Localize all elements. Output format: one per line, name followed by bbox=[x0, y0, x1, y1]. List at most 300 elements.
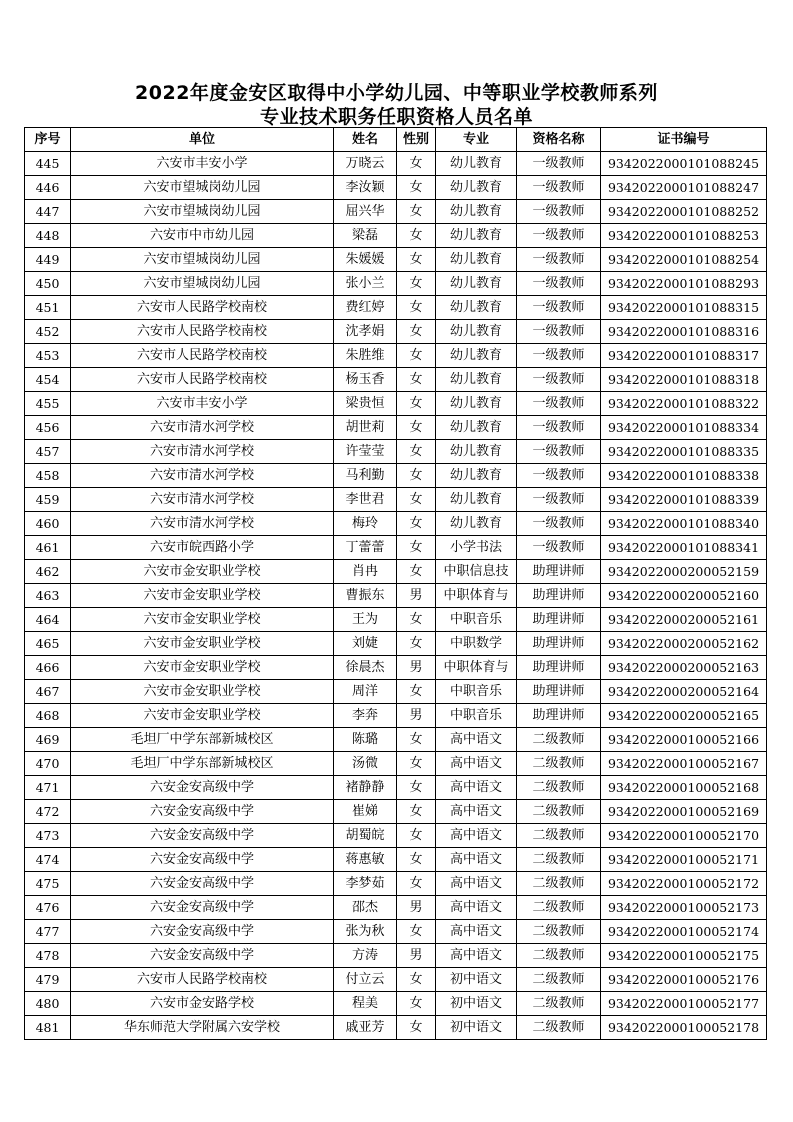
cell-index: 458 bbox=[25, 464, 71, 488]
cell-qualification: 一级教师 bbox=[517, 488, 601, 512]
cell-certificate-no: 9342022000200052161 bbox=[601, 608, 767, 632]
cell-name: 沈孝娟 bbox=[334, 320, 397, 344]
cell-qualification: 助理讲师 bbox=[517, 608, 601, 632]
cell-unit: 六安市清水河学校 bbox=[71, 440, 334, 464]
cell-gender: 男 bbox=[397, 896, 436, 920]
cell-name: 曹振东 bbox=[334, 584, 397, 608]
cell-major: 高中语文 bbox=[436, 872, 517, 896]
cell-name: 张小兰 bbox=[334, 272, 397, 296]
cell-qualification: 二级教师 bbox=[517, 824, 601, 848]
cell-name: 付立云 bbox=[334, 968, 397, 992]
table-row bbox=[25, 296, 767, 320]
cell-name: 许莹莹 bbox=[334, 440, 397, 464]
cell-name: 王为 bbox=[334, 608, 397, 632]
cell-name: 程美 bbox=[334, 992, 397, 1016]
cell-certificate-no: 9342022000200052164 bbox=[601, 680, 767, 704]
cell-index: 450 bbox=[25, 272, 71, 296]
cell-gender: 女 bbox=[397, 560, 436, 584]
cell-name: 周洋 bbox=[334, 680, 397, 704]
cell-certificate-no: 9342022000100052168 bbox=[601, 776, 767, 800]
cell-certificate-no: 9342022000100052172 bbox=[601, 872, 767, 896]
cell-unit: 六安市人民路学校南校 bbox=[71, 344, 334, 368]
cell-name: 马利勤 bbox=[334, 464, 397, 488]
table-row bbox=[25, 440, 767, 464]
cell-qualification: 一级教师 bbox=[517, 536, 601, 560]
header-qualification: 资格名称 bbox=[517, 128, 601, 152]
cell-qualification: 二级教师 bbox=[517, 872, 601, 896]
cell-index: 481 bbox=[25, 1016, 71, 1040]
cell-certificate-no: 9342022000101088252 bbox=[601, 200, 767, 224]
cell-index: 452 bbox=[25, 320, 71, 344]
table-row bbox=[25, 584, 767, 608]
cell-gender: 女 bbox=[397, 416, 436, 440]
table-row bbox=[25, 368, 767, 392]
cell-index: 480 bbox=[25, 992, 71, 1016]
cell-major: 幼儿教育 bbox=[436, 464, 517, 488]
cell-unit: 华东师范大学附属六安学校 bbox=[71, 1016, 334, 1040]
cell-name: 邵杰 bbox=[334, 896, 397, 920]
cell-major: 幼儿教育 bbox=[436, 224, 517, 248]
table-row bbox=[25, 224, 767, 248]
cell-unit: 六安市中市幼儿园 bbox=[71, 224, 334, 248]
table-row bbox=[25, 872, 767, 896]
cell-major: 幼儿教育 bbox=[436, 488, 517, 512]
cell-gender: 女 bbox=[397, 968, 436, 992]
cell-major: 小学书法 bbox=[436, 536, 517, 560]
cell-name: 汤微 bbox=[334, 752, 397, 776]
cell-certificate-no: 9342022000101088335 bbox=[601, 440, 767, 464]
header-major: 专业 bbox=[436, 128, 517, 152]
cell-gender: 女 bbox=[397, 848, 436, 872]
cell-gender: 女 bbox=[397, 200, 436, 224]
table-row bbox=[25, 320, 767, 344]
cell-index: 456 bbox=[25, 416, 71, 440]
cell-unit: 六安金安高级中学 bbox=[71, 896, 334, 920]
cell-major: 幼儿教育 bbox=[436, 272, 517, 296]
cell-certificate-no: 9342022000100052173 bbox=[601, 896, 767, 920]
cell-certificate-no: 9342022000100052178 bbox=[601, 1016, 767, 1040]
cell-unit: 六安市望城岗幼儿园 bbox=[71, 248, 334, 272]
cell-gender: 女 bbox=[397, 392, 436, 416]
cell-name: 方涛 bbox=[334, 944, 397, 968]
cell-unit: 六安市金安职业学校 bbox=[71, 608, 334, 632]
cell-major: 初中语文 bbox=[436, 968, 517, 992]
cell-major: 幼儿教育 bbox=[436, 200, 517, 224]
cell-gender: 女 bbox=[397, 512, 436, 536]
cell-gender: 男 bbox=[397, 584, 436, 608]
table-row bbox=[25, 560, 767, 584]
table-row bbox=[25, 920, 767, 944]
cell-name: 肖冉 bbox=[334, 560, 397, 584]
cell-index: 465 bbox=[25, 632, 71, 656]
cell-major: 幼儿教育 bbox=[436, 296, 517, 320]
table-row bbox=[25, 512, 767, 536]
cell-unit: 六安市望城岗幼儿园 bbox=[71, 200, 334, 224]
cell-unit: 六安金安高级中学 bbox=[71, 776, 334, 800]
table-row bbox=[25, 680, 767, 704]
cell-unit: 六安金安高级中学 bbox=[71, 848, 334, 872]
cell-gender: 女 bbox=[397, 272, 436, 296]
table-row bbox=[25, 392, 767, 416]
cell-index: 477 bbox=[25, 920, 71, 944]
cell-qualification: 助理讲师 bbox=[517, 632, 601, 656]
cell-qualification: 一级教师 bbox=[517, 392, 601, 416]
cell-unit: 六安市皖西路小学 bbox=[71, 536, 334, 560]
document-title-line1: 2022年度金安区取得中小学幼儿园、中等职业学校教师系列 bbox=[135, 82, 658, 104]
cell-index: 473 bbox=[25, 824, 71, 848]
table-row bbox=[25, 728, 767, 752]
cell-index: 478 bbox=[25, 944, 71, 968]
cell-certificate-no: 9342022000101088245 bbox=[601, 152, 767, 176]
cell-major: 高中语文 bbox=[436, 728, 517, 752]
cell-qualification: 二级教师 bbox=[517, 992, 601, 1016]
table-row bbox=[25, 272, 767, 296]
cell-index: 475 bbox=[25, 872, 71, 896]
cell-major: 高中语文 bbox=[436, 896, 517, 920]
table-row bbox=[25, 992, 767, 1016]
table-row bbox=[25, 248, 767, 272]
cell-name: 屈兴华 bbox=[334, 200, 397, 224]
cell-major: 中职体育与 bbox=[436, 584, 517, 608]
cell-index: 460 bbox=[25, 512, 71, 536]
cell-major: 中职体育与 bbox=[436, 656, 517, 680]
cell-certificate-no: 9342022000200052163 bbox=[601, 656, 767, 680]
table-row bbox=[25, 488, 767, 512]
cell-unit: 六安金安高级中学 bbox=[71, 824, 334, 848]
cell-name: 费红婷 bbox=[334, 296, 397, 320]
cell-certificate-no: 9342022000101088339 bbox=[601, 488, 767, 512]
table-row bbox=[25, 608, 767, 632]
cell-qualification: 一级教师 bbox=[517, 152, 601, 176]
cell-name: 蒋惠敏 bbox=[334, 848, 397, 872]
cell-gender: 女 bbox=[397, 488, 436, 512]
header-gender: 性别 bbox=[397, 128, 436, 152]
cell-unit: 六安市金安职业学校 bbox=[71, 584, 334, 608]
cell-certificate-no: 9342022000100052170 bbox=[601, 824, 767, 848]
cell-major: 幼儿教育 bbox=[436, 512, 517, 536]
cell-index: 474 bbox=[25, 848, 71, 872]
cell-gender: 女 bbox=[397, 248, 436, 272]
personnel-table bbox=[24, 127, 767, 1040]
cell-name: 褚静静 bbox=[334, 776, 397, 800]
cell-gender: 女 bbox=[397, 152, 436, 176]
cell-certificate-no: 9342022000100052175 bbox=[601, 944, 767, 968]
cell-unit: 六安市金安职业学校 bbox=[71, 632, 334, 656]
cell-certificate-no: 9342022000101088254 bbox=[601, 248, 767, 272]
cell-name: 万晓云 bbox=[334, 152, 397, 176]
cell-name: 崔娣 bbox=[334, 800, 397, 824]
cell-certificate-no: 9342022000100052169 bbox=[601, 800, 767, 824]
table-row bbox=[25, 824, 767, 848]
cell-index: 446 bbox=[25, 176, 71, 200]
cell-certificate-no: 9342022000101088317 bbox=[601, 344, 767, 368]
cell-major: 中职信息技 bbox=[436, 560, 517, 584]
cell-qualification: 一级教师 bbox=[517, 464, 601, 488]
cell-gender: 男 bbox=[397, 944, 436, 968]
cell-qualification: 二级教师 bbox=[517, 728, 601, 752]
cell-name: 朱媛媛 bbox=[334, 248, 397, 272]
cell-qualification: 二级教师 bbox=[517, 1016, 601, 1040]
cell-unit: 毛坦厂中学东部新城校区 bbox=[71, 728, 334, 752]
cell-major: 幼儿教育 bbox=[436, 344, 517, 368]
cell-certificate-no: 9342022000101088318 bbox=[601, 368, 767, 392]
cell-name: 李汝颖 bbox=[334, 176, 397, 200]
cell-qualification: 助理讲师 bbox=[517, 680, 601, 704]
table-row bbox=[25, 632, 767, 656]
cell-name: 戚亚芳 bbox=[334, 1016, 397, 1040]
cell-certificate-no: 9342022000200052165 bbox=[601, 704, 767, 728]
cell-unit: 六安市金安职业学校 bbox=[71, 656, 334, 680]
cell-unit: 六安市人民路学校南校 bbox=[71, 968, 334, 992]
cell-unit: 六安金安高级中学 bbox=[71, 800, 334, 824]
cell-name: 杨玉香 bbox=[334, 368, 397, 392]
table-row bbox=[25, 800, 767, 824]
cell-index: 449 bbox=[25, 248, 71, 272]
cell-unit: 六安市清水河学校 bbox=[71, 512, 334, 536]
cell-major: 幼儿教育 bbox=[436, 176, 517, 200]
cell-gender: 女 bbox=[397, 920, 436, 944]
cell-qualification: 一级教师 bbox=[517, 176, 601, 200]
table-row bbox=[25, 200, 767, 224]
cell-index: 447 bbox=[25, 200, 71, 224]
cell-name: 胡蜀皖 bbox=[334, 824, 397, 848]
cell-major: 高中语文 bbox=[436, 776, 517, 800]
cell-index: 466 bbox=[25, 656, 71, 680]
cell-unit: 六安市丰安小学 bbox=[71, 152, 334, 176]
cell-index: 472 bbox=[25, 800, 71, 824]
cell-unit: 六安市人民路学校南校 bbox=[71, 296, 334, 320]
cell-certificate-no: 9342022000100052171 bbox=[601, 848, 767, 872]
cell-major: 幼儿教育 bbox=[436, 248, 517, 272]
cell-major: 幼儿教育 bbox=[436, 440, 517, 464]
table-row bbox=[25, 704, 767, 728]
cell-qualification: 一级教师 bbox=[517, 272, 601, 296]
cell-qualification: 二级教师 bbox=[517, 968, 601, 992]
cell-qualification: 一级教师 bbox=[517, 224, 601, 248]
cell-certificate-no: 9342022000101088293 bbox=[601, 272, 767, 296]
cell-unit: 六安市清水河学校 bbox=[71, 416, 334, 440]
cell-index: 457 bbox=[25, 440, 71, 464]
table-row bbox=[25, 152, 767, 176]
cell-unit: 六安市清水河学校 bbox=[71, 488, 334, 512]
document-title-line2: 专业技术职务任职资格人员名单 bbox=[259, 106, 533, 128]
cell-gender: 女 bbox=[397, 344, 436, 368]
table-row bbox=[25, 968, 767, 992]
cell-gender: 女 bbox=[397, 1016, 436, 1040]
cell-qualification: 二级教师 bbox=[517, 920, 601, 944]
table-row bbox=[25, 344, 767, 368]
table-row bbox=[25, 536, 767, 560]
cell-name: 朱胜维 bbox=[334, 344, 397, 368]
cell-unit: 六安市望城岗幼儿园 bbox=[71, 272, 334, 296]
cell-name: 丁蕾蕾 bbox=[334, 536, 397, 560]
cell-qualification: 一级教师 bbox=[517, 512, 601, 536]
cell-index: 464 bbox=[25, 608, 71, 632]
table-row bbox=[25, 752, 767, 776]
cell-certificate-no: 9342022000101088315 bbox=[601, 296, 767, 320]
cell-unit: 六安市金安职业学校 bbox=[71, 680, 334, 704]
cell-certificate-no: 9342022000200052160 bbox=[601, 584, 767, 608]
cell-major: 中职音乐 bbox=[436, 680, 517, 704]
cell-index: 448 bbox=[25, 224, 71, 248]
cell-gender: 女 bbox=[397, 176, 436, 200]
cell-gender: 女 bbox=[397, 224, 436, 248]
cell-gender: 女 bbox=[397, 752, 436, 776]
cell-certificate-no: 9342022000100052176 bbox=[601, 968, 767, 992]
cell-qualification: 一级教师 bbox=[517, 320, 601, 344]
cell-name: 梅玲 bbox=[334, 512, 397, 536]
cell-unit: 六安金安高级中学 bbox=[71, 872, 334, 896]
header-unit: 单位 bbox=[71, 128, 334, 152]
cell-index: 470 bbox=[25, 752, 71, 776]
cell-certificate-no: 9342022000101088338 bbox=[601, 464, 767, 488]
cell-index: 476 bbox=[25, 896, 71, 920]
table-row bbox=[25, 176, 767, 200]
cell-major: 幼儿教育 bbox=[436, 416, 517, 440]
cell-gender: 女 bbox=[397, 464, 436, 488]
cell-major: 高中语文 bbox=[436, 752, 517, 776]
cell-name: 李奔 bbox=[334, 704, 397, 728]
cell-gender: 女 bbox=[397, 800, 436, 824]
cell-name: 陈璐 bbox=[334, 728, 397, 752]
cell-index: 468 bbox=[25, 704, 71, 728]
cell-unit: 六安金安高级中学 bbox=[71, 944, 334, 968]
table-row bbox=[25, 848, 767, 872]
cell-certificate-no: 9342022000101088247 bbox=[601, 176, 767, 200]
cell-certificate-no: 9342022000100052177 bbox=[601, 992, 767, 1016]
table-header-row bbox=[25, 128, 767, 152]
cell-major: 幼儿教育 bbox=[436, 368, 517, 392]
cell-unit: 六安市丰安小学 bbox=[71, 392, 334, 416]
cell-certificate-no: 9342022000200052162 bbox=[601, 632, 767, 656]
header-certificate-no: 证书编号 bbox=[601, 128, 767, 152]
cell-unit: 六安市金安职业学校 bbox=[71, 704, 334, 728]
header-name: 姓名 bbox=[334, 128, 397, 152]
cell-index: 467 bbox=[25, 680, 71, 704]
cell-gender: 女 bbox=[397, 608, 436, 632]
cell-name: 梁磊 bbox=[334, 224, 397, 248]
cell-qualification: 助理讲师 bbox=[517, 584, 601, 608]
cell-unit: 六安市望城岗幼儿园 bbox=[71, 176, 334, 200]
cell-major: 中职数学 bbox=[436, 632, 517, 656]
cell-qualification: 一级教师 bbox=[517, 296, 601, 320]
cell-qualification: 助理讲师 bbox=[517, 656, 601, 680]
cell-qualification: 一级教师 bbox=[517, 368, 601, 392]
cell-qualification: 二级教师 bbox=[517, 848, 601, 872]
cell-index: 461 bbox=[25, 536, 71, 560]
cell-major: 高中语文 bbox=[436, 824, 517, 848]
cell-qualification: 助理讲师 bbox=[517, 560, 601, 584]
cell-name: 梁贵恒 bbox=[334, 392, 397, 416]
cell-index: 462 bbox=[25, 560, 71, 584]
cell-certificate-no: 9342022000101088341 bbox=[601, 536, 767, 560]
cell-unit: 六安市人民路学校南校 bbox=[71, 368, 334, 392]
cell-qualification: 助理讲师 bbox=[517, 704, 601, 728]
cell-gender: 女 bbox=[397, 872, 436, 896]
cell-name: 胡世莉 bbox=[334, 416, 397, 440]
table-row bbox=[25, 944, 767, 968]
cell-major: 幼儿教育 bbox=[436, 152, 517, 176]
cell-index: 451 bbox=[25, 296, 71, 320]
cell-qualification: 一级教师 bbox=[517, 416, 601, 440]
cell-index: 471 bbox=[25, 776, 71, 800]
header-index: 序号 bbox=[25, 128, 71, 152]
cell-gender: 女 bbox=[397, 632, 436, 656]
cell-major: 高中语文 bbox=[436, 800, 517, 824]
cell-unit: 六安市人民路学校南校 bbox=[71, 320, 334, 344]
cell-gender: 女 bbox=[397, 992, 436, 1016]
cell-qualification: 二级教师 bbox=[517, 776, 601, 800]
cell-gender: 女 bbox=[397, 728, 436, 752]
cell-name: 徐晨杰 bbox=[334, 656, 397, 680]
cell-qualification: 一级教师 bbox=[517, 248, 601, 272]
cell-qualification: 一级教师 bbox=[517, 200, 601, 224]
cell-index: 463 bbox=[25, 584, 71, 608]
cell-index: 459 bbox=[25, 488, 71, 512]
cell-major: 幼儿教育 bbox=[436, 392, 517, 416]
cell-certificate-no: 9342022000101088340 bbox=[601, 512, 767, 536]
cell-certificate-no: 9342022000100052174 bbox=[601, 920, 767, 944]
cell-major: 高中语文 bbox=[436, 944, 517, 968]
table-row bbox=[25, 896, 767, 920]
cell-gender: 女 bbox=[397, 296, 436, 320]
cell-gender: 女 bbox=[397, 680, 436, 704]
cell-unit: 六安金安高级中学 bbox=[71, 920, 334, 944]
cell-name: 张为秋 bbox=[334, 920, 397, 944]
cell-name: 李梦茹 bbox=[334, 872, 397, 896]
cell-unit: 毛坦厂中学东部新城校区 bbox=[71, 752, 334, 776]
cell-major: 中职音乐 bbox=[436, 704, 517, 728]
cell-index: 455 bbox=[25, 392, 71, 416]
cell-unit: 六安市清水河学校 bbox=[71, 464, 334, 488]
table-row bbox=[25, 1016, 767, 1040]
cell-gender: 女 bbox=[397, 824, 436, 848]
table-row bbox=[25, 464, 767, 488]
cell-gender: 男 bbox=[397, 704, 436, 728]
cell-certificate-no: 9342022000101088316 bbox=[601, 320, 767, 344]
cell-qualification: 二级教师 bbox=[517, 800, 601, 824]
cell-gender: 女 bbox=[397, 320, 436, 344]
cell-qualification: 二级教师 bbox=[517, 944, 601, 968]
cell-unit: 六安市金安路学校 bbox=[71, 992, 334, 1016]
cell-major: 高中语文 bbox=[436, 920, 517, 944]
cell-gender: 男 bbox=[397, 656, 436, 680]
cell-name: 李世君 bbox=[334, 488, 397, 512]
cell-gender: 女 bbox=[397, 776, 436, 800]
cell-major: 初中语文 bbox=[436, 1016, 517, 1040]
cell-gender: 女 bbox=[397, 536, 436, 560]
cell-major: 高中语文 bbox=[436, 848, 517, 872]
cell-qualification: 一级教师 bbox=[517, 440, 601, 464]
cell-certificate-no: 9342022000101088253 bbox=[601, 224, 767, 248]
cell-index: 479 bbox=[25, 968, 71, 992]
cell-gender: 女 bbox=[397, 440, 436, 464]
cell-major: 幼儿教育 bbox=[436, 320, 517, 344]
cell-certificate-no: 9342022000101088322 bbox=[601, 392, 767, 416]
cell-index: 454 bbox=[25, 368, 71, 392]
cell-gender: 女 bbox=[397, 368, 436, 392]
cell-index: 445 bbox=[25, 152, 71, 176]
cell-certificate-no: 9342022000200052159 bbox=[601, 560, 767, 584]
cell-certificate-no: 9342022000100052167 bbox=[601, 752, 767, 776]
cell-major: 初中语文 bbox=[436, 992, 517, 1016]
cell-certificate-no: 9342022000101088334 bbox=[601, 416, 767, 440]
cell-unit: 六安市金安职业学校 bbox=[71, 560, 334, 584]
cell-certificate-no: 9342022000100052166 bbox=[601, 728, 767, 752]
table-row bbox=[25, 416, 767, 440]
table-row bbox=[25, 656, 767, 680]
cell-index: 453 bbox=[25, 344, 71, 368]
